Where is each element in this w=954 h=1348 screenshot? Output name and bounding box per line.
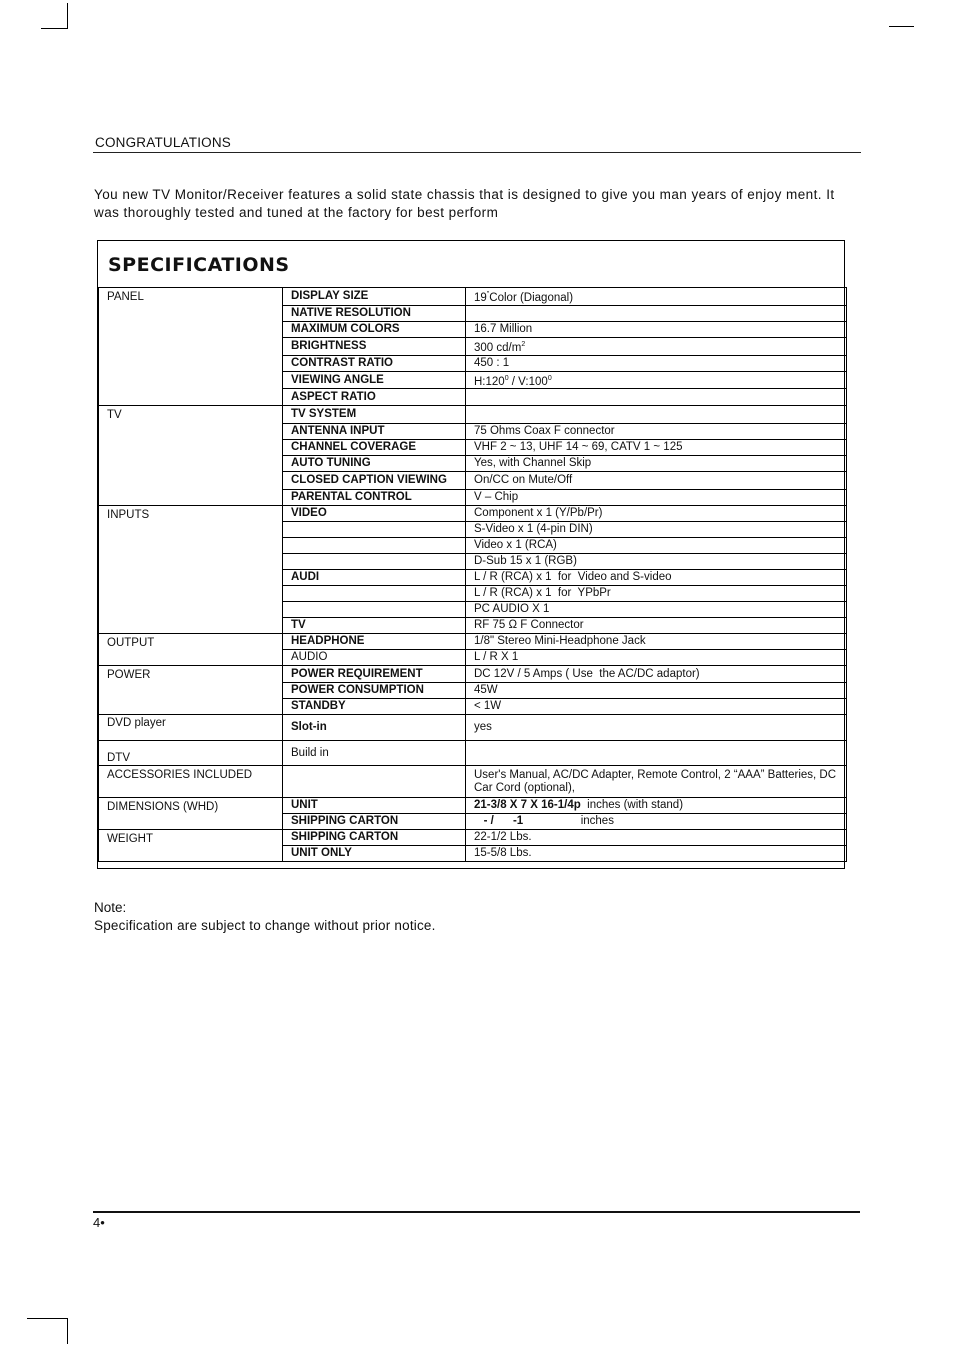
- spec-value: [466, 683, 847, 699]
- spec-value-text: 75 Ohms Coax F connector: [474, 425, 615, 438]
- spec-value: [466, 355, 847, 371]
- section-title: CONGRATULATIONS: [95, 135, 232, 150]
- spec-category-panel: PANEL: [99, 288, 283, 406]
- spec-value: [466, 846, 847, 862]
- spec-category-weight: WEIGHT: [99, 830, 283, 862]
- spec-value-text: Yes, with Channel Skip: [474, 457, 592, 470]
- spec-row: [99, 798, 847, 814]
- spec-value: [466, 490, 847, 506]
- spec-value-text: L / R (RCA) x 1 for Video and S-video: [474, 571, 672, 584]
- spec-label: MAXIMUM COLORS: [283, 321, 466, 337]
- spec-label: [283, 602, 466, 618]
- spec-value-text: yes: [474, 721, 492, 734]
- spec-value: [466, 424, 847, 440]
- spec-label: AUDIO: [283, 650, 466, 666]
- spec-value: [466, 830, 847, 846]
- spec-value: [466, 305, 847, 321]
- spec-value-bold: 21-3/8 X 7 X 16-1/4p: [474, 799, 581, 812]
- specifications-title: SPECIFICATIONS: [108, 254, 290, 276]
- section-divider: [93, 152, 861, 153]
- spec-value-prefix: 19: [474, 291, 487, 304]
- spec-value: [466, 371, 847, 389]
- spec-label: POWER CONSUMPTION: [283, 683, 466, 699]
- spec-value: [466, 288, 847, 306]
- spec-label: Build in: [283, 741, 466, 766]
- spec-label: UNIT: [283, 798, 466, 814]
- spec-value: [466, 798, 847, 814]
- crop-mark-top-left-vertical: [67, 3, 68, 29]
- spec-label: AUTO TUNING: [283, 456, 466, 472]
- spec-label: [283, 766, 466, 798]
- spec-row: [99, 288, 847, 306]
- spec-value: [466, 538, 847, 554]
- note-label: Note:: [94, 900, 127, 915]
- spec-value: [466, 389, 847, 406]
- spec-category-inputs: INPUTS: [99, 506, 283, 634]
- spec-label: TV SYSTEM: [283, 406, 466, 424]
- spec-value-text: 16.7 Million: [474, 322, 533, 335]
- note-text: Specification are subject to change without prior notice.: [94, 918, 436, 933]
- spec-category-tv: TV: [99, 406, 283, 506]
- spec-label: SHIPPING CARTON: [283, 830, 466, 846]
- spec-label: STANDBY: [283, 699, 466, 715]
- spec-label: CHANNEL COVERAGE: [283, 440, 466, 456]
- spec-label: [283, 554, 466, 570]
- spec-label: CLOSED CAPTION VIEWING: [283, 472, 466, 490]
- crop-mark-top-right-horizontal: [889, 26, 914, 27]
- page-number: 4•: [93, 1215, 105, 1230]
- spec-value: [466, 766, 847, 798]
- spec-value-text: 22-1/2 Lbs.: [474, 831, 532, 844]
- specifications-box: [97, 240, 845, 869]
- spec-row: [99, 766, 847, 798]
- spec-value-text: < 1W: [474, 700, 502, 713]
- spec-value-text: DC 12V / 5 Amps ( Use the AC/DC adaptor): [474, 667, 700, 680]
- spec-label: Slot-in: [283, 715, 466, 741]
- spec-value-text: S-Video x 1 (4-pin DIN): [474, 523, 593, 536]
- spec-category-dvd: DVD player: [99, 715, 283, 741]
- spec-value-superscript: 0: [504, 374, 509, 382]
- specifications-table: [98, 287, 847, 862]
- spec-value: [466, 666, 847, 683]
- spec-value: [466, 554, 847, 570]
- spec-row: [99, 666, 847, 683]
- spec-label: TV: [283, 618, 466, 634]
- spec-label: [283, 522, 466, 538]
- spec-value-text: Video x 1 (RCA): [474, 539, 557, 552]
- spec-value-text: VHF 2 ~ 13, UHF 14 ~ 69, CATV 1 ~ 125: [474, 441, 683, 454]
- spec-category-dtv: DTV: [99, 741, 283, 766]
- spec-label: CONTRAST RATIO: [283, 355, 466, 371]
- spec-row: [99, 741, 847, 766]
- spec-row: [99, 830, 847, 846]
- spec-value: [466, 634, 847, 650]
- spec-value: [466, 406, 847, 424]
- spec-value-text: inches (with stand): [580, 799, 684, 812]
- spec-value-superscript: 2: [521, 340, 526, 348]
- spec-value-text: 450 : 1: [474, 356, 510, 369]
- spec-value: [466, 699, 847, 715]
- spec-value-text: User's Manual, AC/DC Adapter, Remote Control, 2 “AAA” Batteries, DC Car Cord (optional),: [474, 768, 837, 794]
- spec-value-text: V – Chip: [474, 491, 519, 504]
- spec-value: [466, 602, 847, 618]
- spec-value-text: L / R X 1: [474, 651, 519, 664]
- spec-value: [466, 440, 847, 456]
- spec-value: [466, 741, 847, 766]
- spec-value-text: 300 cd/m: [474, 341, 522, 354]
- spec-value-text: L / R (RCA) x 1 for YPbPr: [474, 587, 611, 600]
- spec-value-bold: - / -1: [474, 815, 524, 828]
- spec-value-text: 15-5/8 Lbs.: [474, 847, 532, 860]
- spec-value-text: / V:100: [508, 375, 548, 388]
- spec-value-superscript: 0: [547, 374, 552, 382]
- spec-label: AUDI: [283, 570, 466, 586]
- spec-row: [99, 715, 847, 741]
- spec-value-text: Color (Diagonal): [489, 291, 574, 304]
- spec-label: UNIT ONLY: [283, 846, 466, 862]
- spec-category-power: POWER: [99, 666, 283, 715]
- spec-value: [466, 522, 847, 538]
- spec-row: [99, 406, 847, 424]
- spec-label: VIEWING ANGLE: [283, 371, 466, 389]
- spec-value-text: inches: [523, 815, 614, 828]
- spec-label: ANTENNA INPUT: [283, 424, 466, 440]
- spec-value: [466, 618, 847, 634]
- spec-row: [99, 506, 847, 522]
- spec-label: [283, 538, 466, 554]
- spec-value: [466, 456, 847, 472]
- crop-mark-bottom-left-vertical: [67, 1318, 68, 1344]
- spec-value-text: D-Sub 15 x 1 (RGB): [474, 555, 577, 568]
- intro-paragraph: You new TV Monitor/Receiver features a solid state chassis that is designed to give you man years of enjoy ment. It was thoroughly tested and tuned at the factory for best perform: [94, 187, 835, 220]
- spec-label: BRIGHTNESS: [283, 337, 466, 355]
- spec-value: [466, 337, 847, 355]
- spec-label: HEADPHONE: [283, 634, 466, 650]
- footer-divider: [93, 1211, 860, 1213]
- spec-category-accessories: ACCESSORIES INCLUDED: [99, 766, 283, 798]
- crop-mark-top-left-horizontal: [41, 28, 68, 29]
- spec-label: VIDEO: [283, 506, 466, 522]
- spec-value: [466, 321, 847, 337]
- spec-label: [283, 586, 466, 602]
- spec-value-text: 1/8" Stereo Mini-Headphone Jack: [474, 635, 646, 648]
- spec-value: [466, 506, 847, 522]
- spec-value: [466, 570, 847, 586]
- spec-label: PARENTAL CONTROL: [283, 490, 466, 506]
- spec-category-output: OUTPUT: [99, 634, 283, 666]
- spec-label: POWER REQUIREMENT: [283, 666, 466, 683]
- spec-value: [466, 814, 847, 830]
- spec-value-text: 45W: [474, 684, 498, 697]
- spec-category-dimensions: DIMENSIONS (WHD): [99, 798, 283, 830]
- spec-row: [99, 634, 847, 650]
- crop-mark-bottom-left-horizontal: [27, 1318, 68, 1319]
- spec-label: ASPECT RATIO: [283, 389, 466, 406]
- spec-value: [466, 472, 847, 490]
- spec-value-text: PC AUDIO X 1: [474, 603, 550, 616]
- spec-value: [466, 715, 847, 741]
- spec-value: [466, 586, 847, 602]
- spec-value-superscript: ": [486, 291, 490, 298]
- spec-value-text: Component x 1 (Y/Pb/Pr): [474, 507, 603, 520]
- spec-value-text: RF 75 Ω F Connector: [474, 619, 584, 632]
- spec-label: DISPLAY SIZE: [283, 288, 466, 306]
- spec-value: [466, 650, 847, 666]
- spec-value-text: On/CC on Mute/Off: [474, 474, 573, 487]
- spec-label: NATIVE RESOLUTION: [283, 305, 466, 321]
- spec-label: SHIPPING CARTON: [283, 814, 466, 830]
- spec-value-text: H:120: [474, 375, 505, 388]
